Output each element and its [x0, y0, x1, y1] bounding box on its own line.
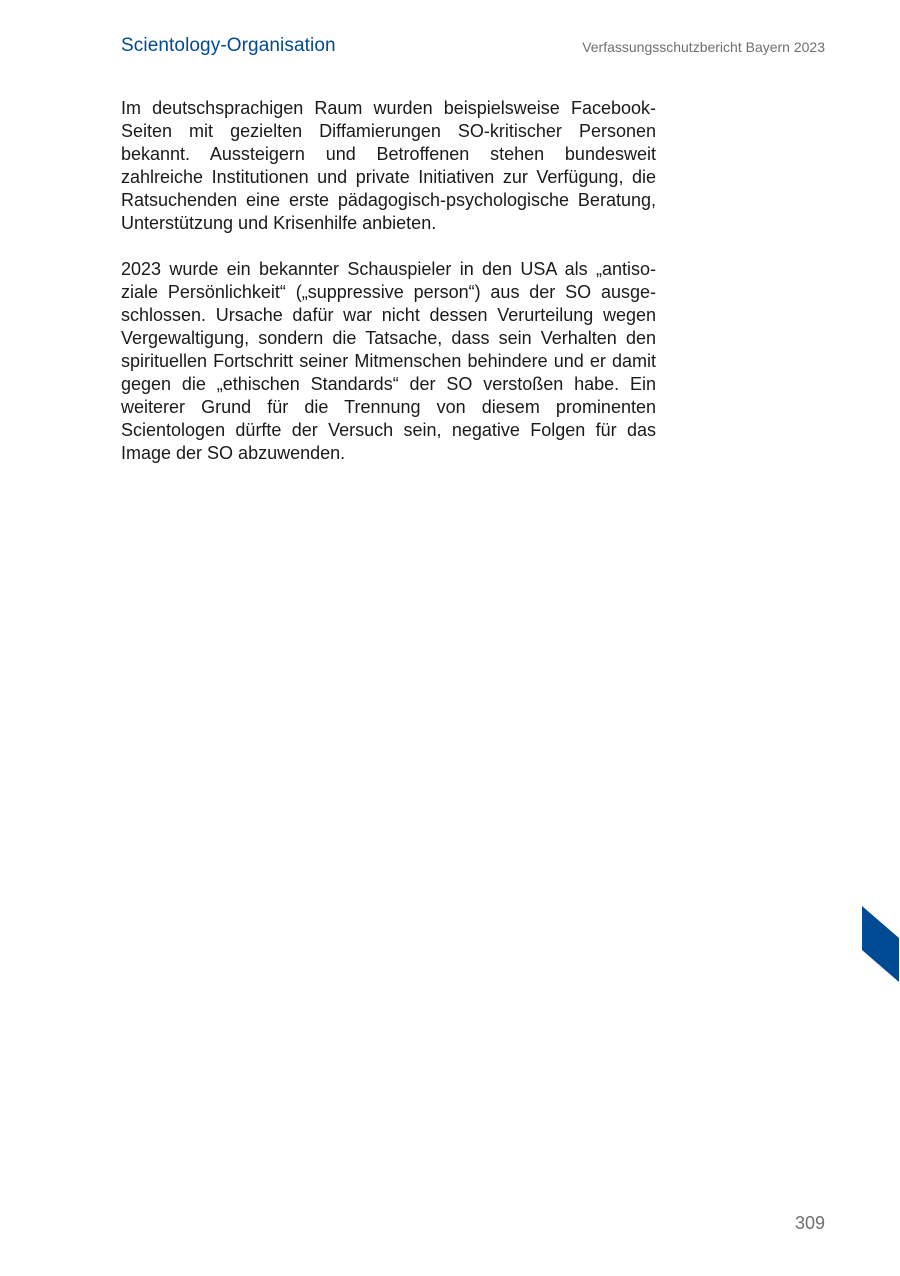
body-text: [121, 97, 656, 488]
paragraph-1: Im deutschsprachigen Raum wurden beispielsweise Facebook-Seiten mit gezielten Diffamierungen SO-kritischer Personen bekannt. Aussteigern und Betroffenen stehen bundesweit zahlreiche Institutionen und private Initiativen zur Verfügung, die Ratsuchenden eine erste pädagogisch-psychologische Beratung, Unterstützung und Krisenhilfe anbieten.: [121, 98, 656, 233]
paragraph-2: 2023 wurde ein bekannter Schauspieler in den USA als „antisoziale Persönlichkeit“ („suppressive person“) aus der SO ausgeschlossen. Ursache dafür war nicht dessen Verurteilung wegen Vergewaltigung, sondern die Tatsache, dass sein Verhalten den spirituellen Fortschritt seiner Mitmenschen behindere und er damit gegen die „ethischen Standards“ der SO verstoßen habe. Ein weiterer Grund für die Trennung von diesem prominenten Scientologen dürfte der Versuch sein, negative Folgen für das Image der SO abzuwenden.: [121, 259, 656, 463]
chapter-tab-marker: [862, 906, 899, 982]
section-title: Scientology-Organisation: [121, 35, 336, 56]
report-title: Verfassungsschutzbericht Bayern 2023: [582, 39, 825, 55]
page-number: 309: [794, 1213, 825, 1233]
